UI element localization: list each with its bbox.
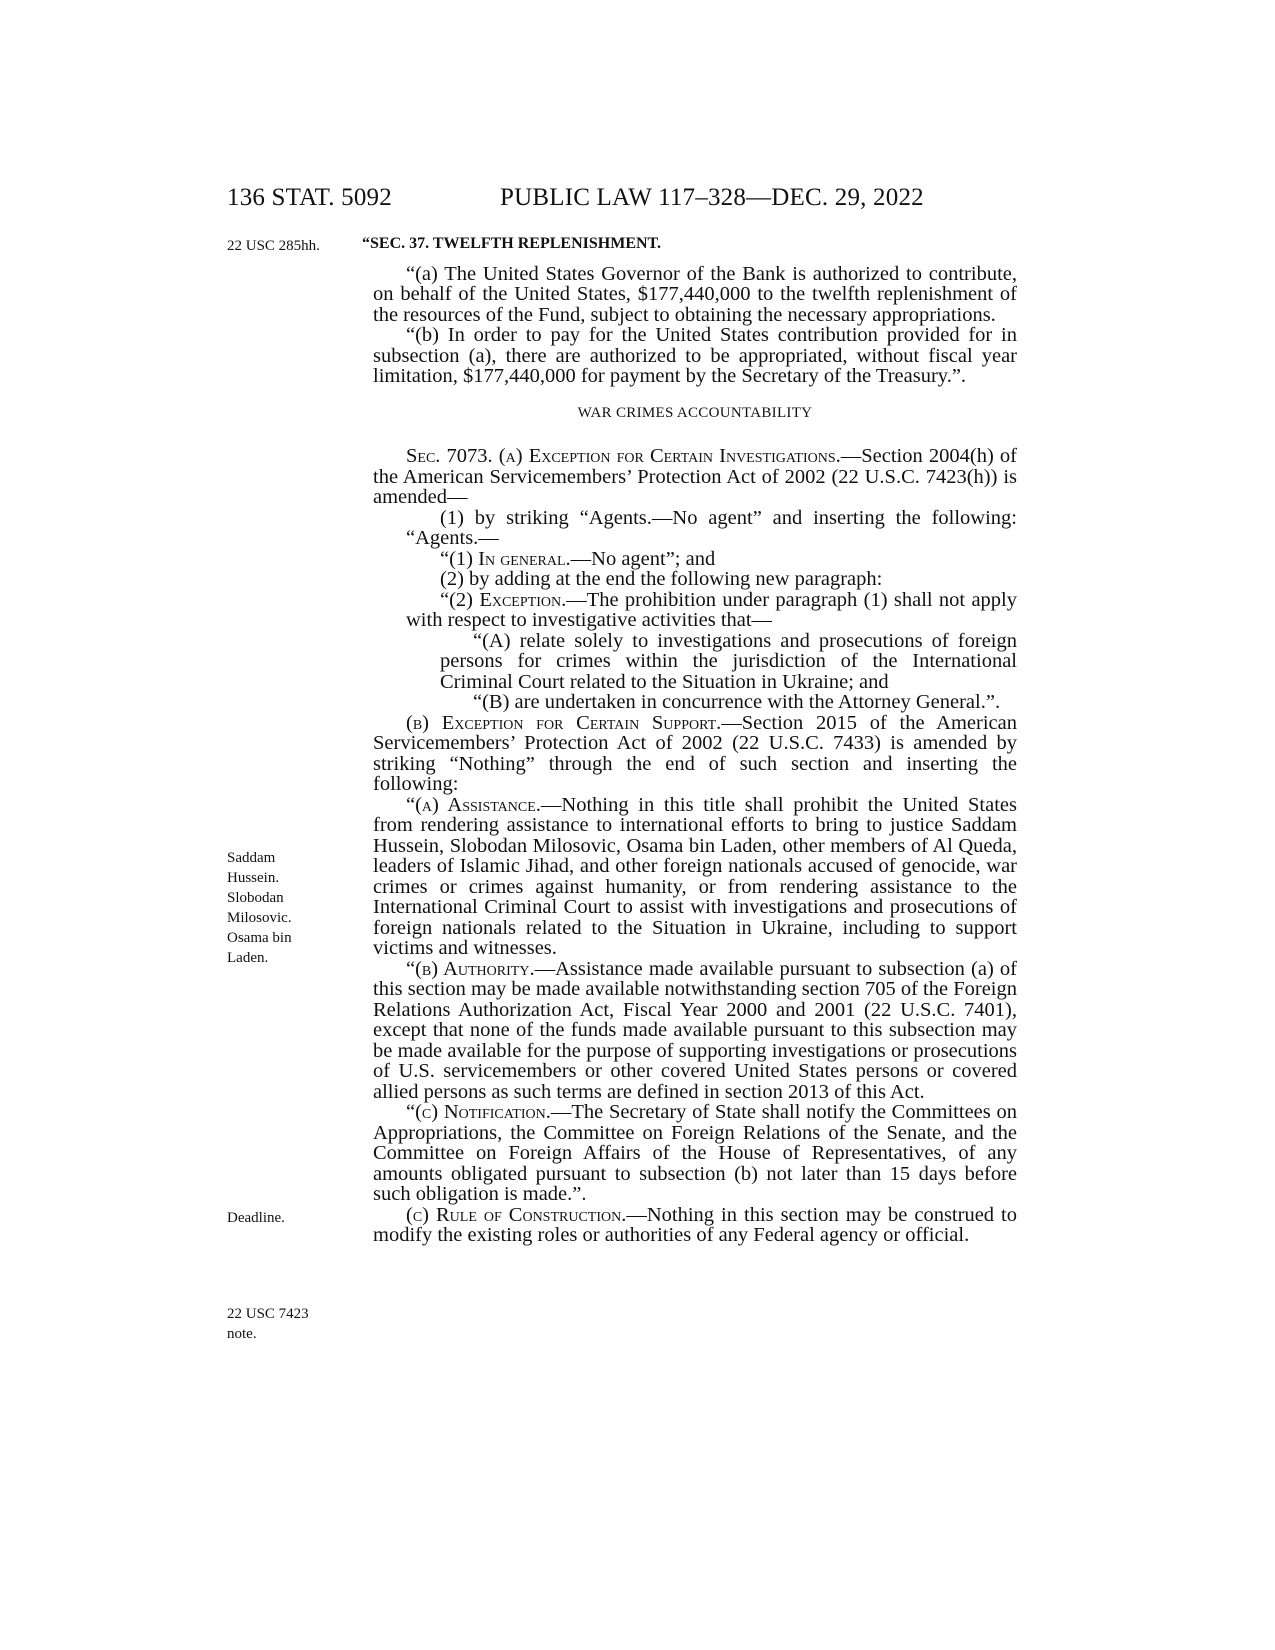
sec7073-paragraph-1: (1) by striking “Agents.—No agent” and inserting the following: “Agents.— <box>406 506 1017 549</box>
sec7073-a-label: Sec. 7073. (a) Exception for Certain Investigations. <box>406 445 841 467</box>
margin-note-deadline: Deadline. <box>227 1210 285 1226</box>
running-head: PUBLIC LAW 117–328—DEC. 29, 2022 <box>500 184 924 211</box>
quoted-paragraph-1-label: “(1) In general. <box>440 547 571 570</box>
sec7073-subsection-c <box>373 1205 1017 1246</box>
quoted-paragraph-2-label: “(2) Exception. <box>440 588 567 611</box>
quoted-subsection-a-assistance <box>373 795 1017 959</box>
quoted-paragraph-1-text: —No agent”; and <box>570 547 716 570</box>
rule-of-construction-label: (c) Rule of Construction. <box>406 1203 627 1226</box>
sec7073-a-text: —Section 2004(h) of the American Servicemembers’ Protection Act of 2002 (22 U.S.C. 7423(h)) is amended— <box>373 445 1017 508</box>
body-text <box>362 234 1018 1246</box>
authority-label: “(b) Authority. <box>406 957 535 980</box>
assistance-text: —Nothing in this title shall prohibit the United States from rendering assistance to international efforts to bring to justice Saddam Hussein, Slobodan Milosovic, Osama bin Laden, other members of Al Queda, leaders of Islamic Jihad, and other foreign nationals accused of genocide, war crimes or crimes against humanity, or from rendering assistance to the International Criminal Court to assist with investigations and prosecutions of foreign nationals related to the Situation in Ukraine, including to support victims and witnesses. <box>373 793 1017 959</box>
quoted-subparagraph-A: “(A) relate solely to investigations and prosecutions of foreign persons for crimes within the jurisdiction of the International Criminal Court related to the Situation in Ukraine; and <box>440 629 1017 693</box>
authority-text: —Assistance made available pursuant to subsection (a) of this section may be made available notwithstanding section 705 of the Foreign Relations Authorization Act, Fiscal Year 2000 and 2001 (22 U.S.C. 7401), except that none of the funds made available pursuant to this subsection may be made available for the purpose of supporting investigations or prosecutions of U.S. servicemembers or other covered United States persons or covered allied persons as such terms are defined in section 2013 of this Act. <box>373 957 1018 1103</box>
sec7073-b-label: (b) Exception for Certain Support. <box>406 711 722 734</box>
sec37-subsection-b: “(b) In order to pay for the United States contribution provided for in subsection (a), there are authorized to be appropriated, without fiscal year limitation, $177,440,000 for payment by the Secretary of the Treasury.”. <box>373 324 1017 387</box>
sec7073-subsection-b <box>373 713 1017 795</box>
assistance-label: “(a) Assistance. <box>406 793 541 816</box>
quoted-subparagraph-B: “(B) are undertaken in concurrence with the Attorney General.”. <box>473 691 1001 713</box>
margin-note-persons: Saddam Hussein. Slobodan Milosovic. Osama bin Laden. <box>227 850 292 966</box>
margin-note-usc-7423-note: 22 USC 7423 note. <box>227 1306 309 1342</box>
quoted-subsection-c-notification <box>373 1102 1017 1205</box>
page-header <box>0 0 1275 240</box>
sec7073-subsection-a <box>373 446 1017 508</box>
quoted-paragraph-2-text: —The prohibition under paragraph (1) shall not apply with respect to investigative activities that— <box>406 588 1017 631</box>
section-37-heading: “SEC. 37. TWELFTH REPLENISHMENT. <box>362 235 662 252</box>
notification-text: —The Secretary of State shall notify the Committees on Appropriations, the Committee on Foreign Relations of the Senate, and the Committee on Foreign Affairs of the House of Representatives, of any amounts obligated pursuant to subsection (b) not later than 15 days before such obligation is made.”. <box>373 1101 1018 1205</box>
sec7073-paragraph-2: (2) by adding at the end the following new paragraph: <box>440 568 883 590</box>
quoted-subsection-b-authority <box>373 959 1017 1103</box>
quoted-paragraph-2 <box>373 590 1017 631</box>
war-crimes-heading: WAR CRIMES ACCOUNTABILITY <box>577 404 813 421</box>
notification-label: “(c) Notification. <box>406 1101 551 1123</box>
margin-note-usc-285hh: 22 USC 285hh. <box>227 238 320 254</box>
sec7073-b-text: —Section 2015 of the American Servicemembers’ Protection Act of 2002 (22 U.S.C. 7433) is amended by striking “Nothing” through the end of such section and inserting the following: <box>373 711 1017 795</box>
sec37-subsection-a: “(a) The United States Governor of the Bank is authorized to contribute, on behalf of the United States, $177,440,000 to the twelfth replenishment of the resources of the Fund, subject to obtaining the necessary appropriations. <box>373 262 1017 326</box>
quoted-paragraph-1 <box>373 549 1017 570</box>
folio: 136 STAT. 5092 <box>227 184 392 211</box>
rule-of-construction-text: —Nothing in this section may be construed to modify the existing roles or authorities of any Federal agency or official. <box>373 1203 1017 1246</box>
